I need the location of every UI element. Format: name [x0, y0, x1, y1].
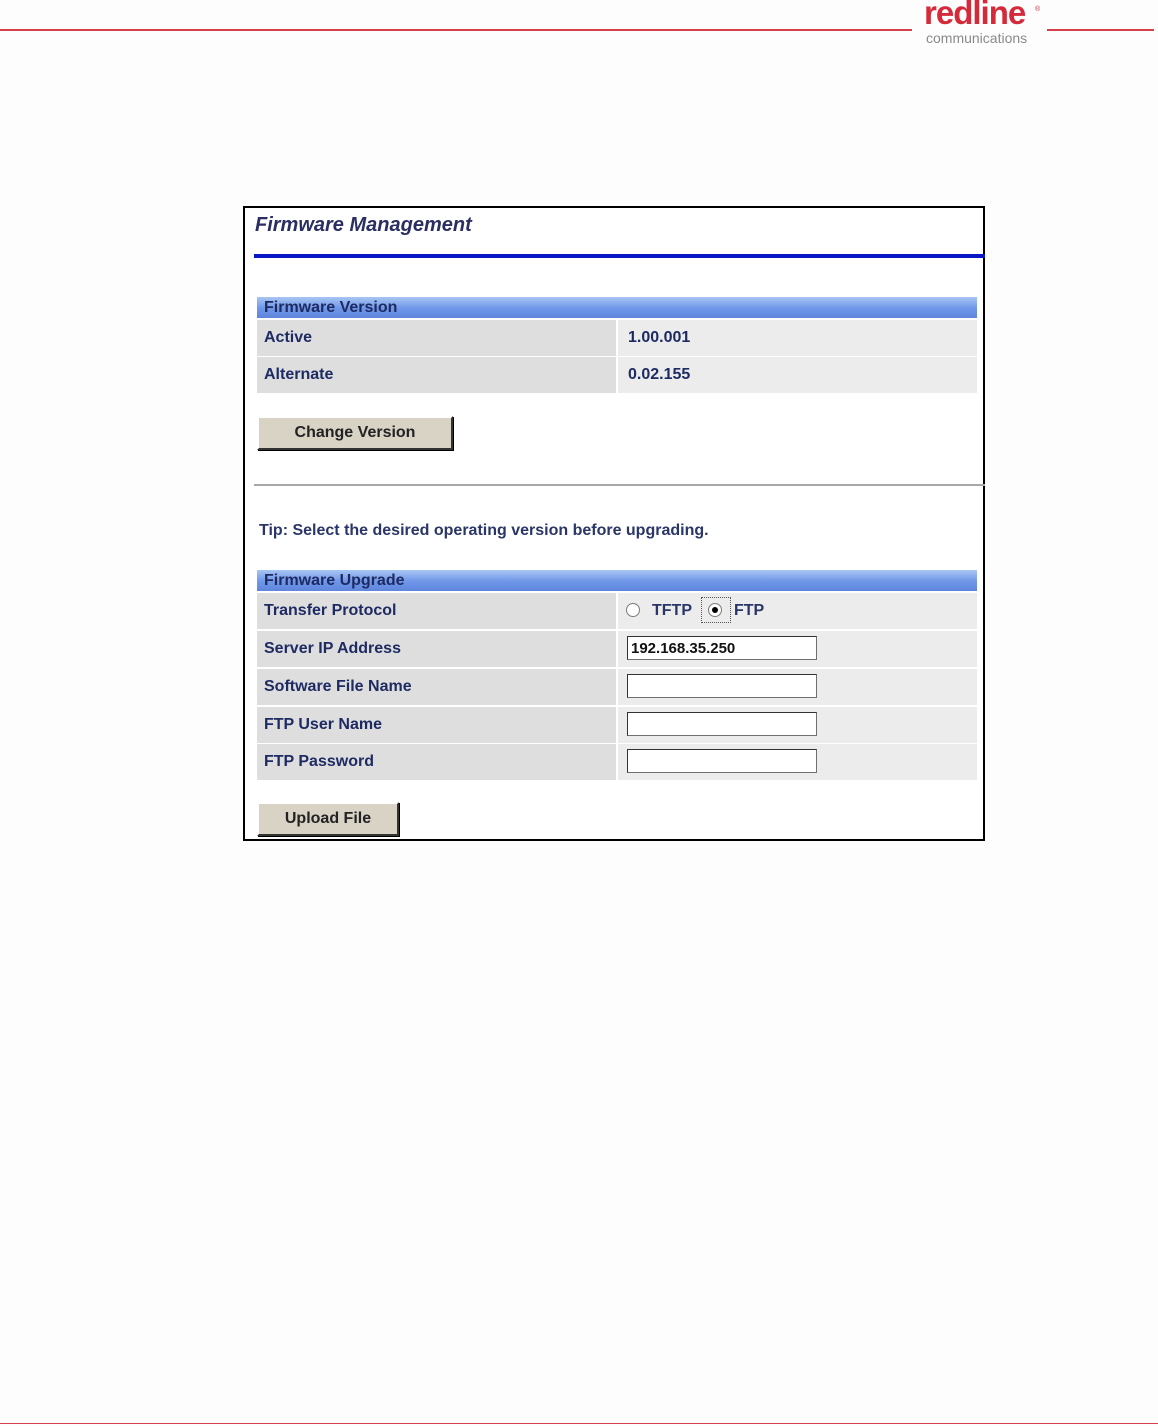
- upload-file-button[interactable]: Upload File: [257, 802, 399, 836]
- ftp-user-input[interactable]: [627, 712, 817, 736]
- alternate-label: Alternate: [257, 357, 616, 393]
- logo-registered-mark: ®: [1035, 6, 1041, 13]
- software-file-label: Software File Name: [257, 669, 616, 705]
- tftp-radio-label[interactable]: TFTP: [652, 602, 692, 619]
- software-file-input[interactable]: [627, 674, 817, 698]
- active-label: Active: [257, 320, 616, 356]
- alternate-value: 0.02.155: [618, 357, 977, 393]
- ftp-user-label: FTP User Name: [257, 707, 616, 743]
- ftp-password-cell: [618, 744, 977, 780]
- transfer-protocol-row: [257, 593, 977, 629]
- active-version-row: [257, 320, 977, 356]
- firmware-version-header: Firmware Version: [257, 297, 977, 318]
- active-value: 1.00.001: [618, 320, 977, 356]
- header-rule-left: [0, 29, 912, 31]
- section-divider: [254, 484, 985, 486]
- tftp-radio[interactable]: [626, 603, 640, 617]
- header-rule-right: [1047, 29, 1154, 31]
- ftp-radio[interactable]: [708, 603, 722, 617]
- ftp-radio-label[interactable]: FTP: [734, 602, 765, 619]
- ftp-password-row: [257, 744, 977, 780]
- software-file-cell: [618, 669, 977, 705]
- title-divider: [254, 254, 985, 258]
- logo-wordmark: redline: [924, 0, 1026, 31]
- redline-logo: [924, 0, 1044, 48]
- server-ip-input[interactable]: [627, 636, 817, 660]
- ftp-password-label: FTP Password: [257, 744, 616, 780]
- firmware-management-panel: [243, 206, 985, 841]
- footer-rule: [0, 1423, 1158, 1424]
- software-file-row: [257, 669, 977, 705]
- change-version-button[interactable]: Change Version: [257, 416, 453, 450]
- ftp-user-row: [257, 707, 977, 743]
- server-ip-cell: [618, 631, 977, 667]
- logo-subtitle: communications: [926, 30, 1028, 46]
- page-title: Firmware Management: [255, 214, 472, 236]
- alternate-version-row: [257, 357, 977, 393]
- firmware-upgrade-header: Firmware Upgrade: [257, 570, 977, 591]
- server-ip-row: [257, 631, 977, 667]
- transfer-protocol-label: Transfer Protocol: [257, 593, 616, 629]
- ftp-password-input[interactable]: [627, 749, 817, 773]
- transfer-protocol-value: [618, 593, 977, 629]
- tip-text: Tip: Select the desired operating version before upgrading.: [259, 522, 709, 539]
- ftp-user-cell: [618, 707, 977, 743]
- server-ip-label: Server IP Address: [257, 631, 616, 667]
